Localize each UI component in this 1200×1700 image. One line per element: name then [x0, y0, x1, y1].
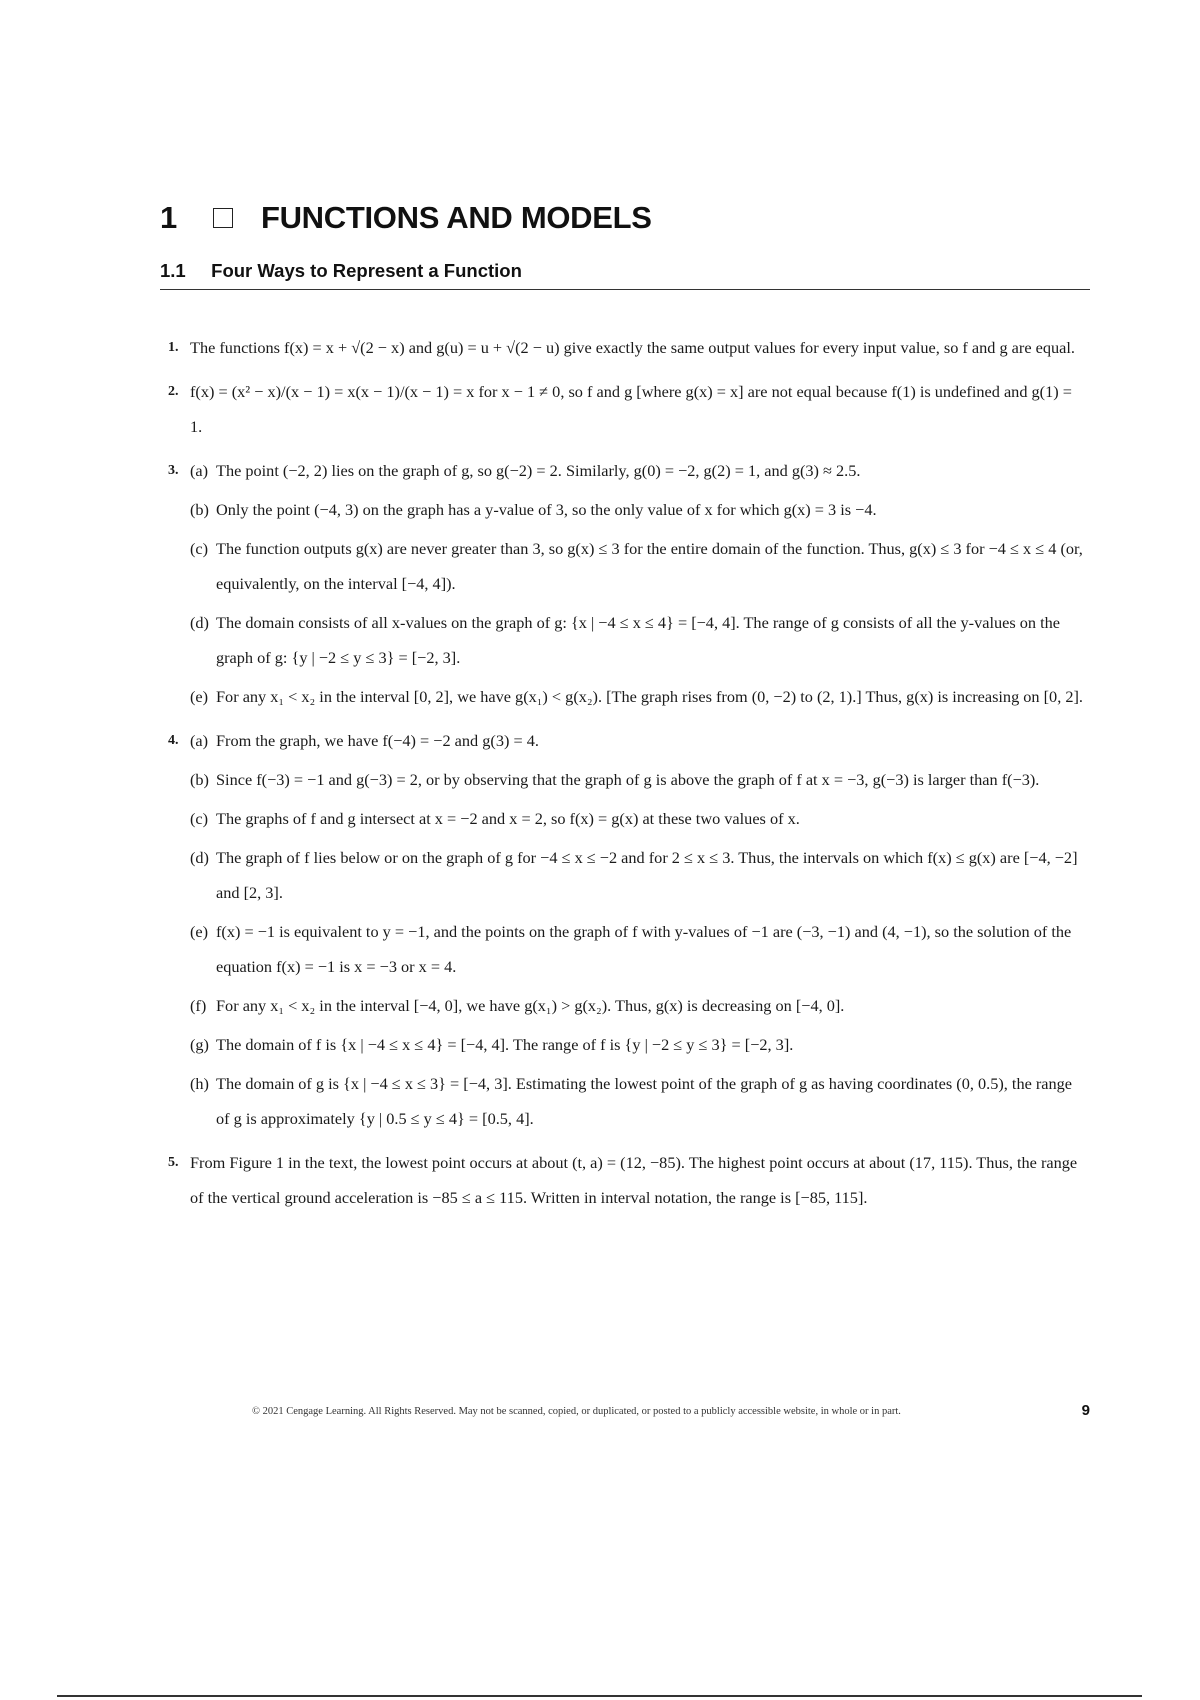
part-text: The graphs of f and g intersect at x = −2 and x = 2, so f(x) = g(x) at these two values of x.: [216, 809, 800, 828]
problem-part: [190, 762, 1088, 797]
part-label: (d): [190, 613, 209, 632]
problem-4: [168, 723, 1088, 1136]
problem-2: [168, 374, 1088, 444]
problem-number: 3.: [168, 463, 179, 478]
problem-text: The functions f(x) = x + √(2 − x) and g(u) = u + √(2 − u) give exactly the same output values for every input value, so f and g are equal.: [190, 338, 1075, 357]
part-label: (b): [190, 770, 209, 789]
problem-number: 1.: [168, 340, 179, 355]
part-text: From the graph, we have f(−4) = −2 and g(3) = 4.: [216, 731, 539, 750]
part-label: (a): [190, 461, 209, 480]
part-label: (a): [190, 731, 209, 750]
part-text: Only the point (−4, 3) on the graph has a y-value of 3, so the only value of x for which g(x) = 3 is −4.: [216, 500, 877, 519]
section-title: Four Ways to Represent a Function: [211, 260, 522, 281]
part-text: Since f(−3) = −1 and g(−3) = 2, or by observing that the graph of g is above the graph of f at x = −3, g(−3) is larger than f(−3).: [216, 770, 1040, 789]
copyright-notice: © 2021 Cengage Learning. All Rights Reserved. May not be scanned, copied, or duplicated, or posted to a publicly accessible website, in whole or in part.: [252, 1406, 901, 1417]
bottom-divider: [57, 1695, 1142, 1697]
solutions-content: [168, 330, 1088, 1224]
problem-1: [168, 330, 1088, 365]
part-text: The domain consists of all x-values on the graph of g: {x | −4 ≤ x ≤ 4} = [−4, 4]. The range of g consists of all the y-values on the graph of g: {y | −2 ≤ y ≤ 3} = [−2, 3].: [216, 613, 1060, 667]
section-heading: [160, 260, 1090, 290]
problem-text: f(x) = (x² − x)/(x − 1) = x(x − 1)/(x − 1) = x for x − 1 ≠ 0, so f and g [where g(x) = x] are not equal because f(1) is undefined and g(1) = 1.: [190, 382, 1072, 436]
problem-part: [190, 531, 1088, 601]
problem-part: [190, 914, 1088, 984]
section-number: 1.1: [160, 260, 186, 281]
chapter-heading: [160, 200, 1090, 236]
part-text: f(x) = −1 is equivalent to y = −1, and the points on the graph of f with y-values of −1 are (−3, −1) and (4, −1), so the solution of the equation f(x) = −1 is x = −3 or x = 4.: [216, 922, 1072, 976]
part-label: (e): [190, 687, 209, 706]
problem-part: [190, 453, 1088, 488]
part-label: (f): [190, 996, 207, 1015]
part-label: (e): [190, 922, 209, 941]
problem-part: [190, 679, 1088, 714]
part-label: (g): [190, 1035, 209, 1054]
part-label: (b): [190, 500, 209, 519]
page-header: [160, 200, 1090, 290]
page-footer: [160, 1402, 1090, 1426]
problem-part: [190, 605, 1088, 675]
problem-3: [168, 453, 1088, 714]
problem-5: [168, 1145, 1088, 1215]
square-icon: [213, 208, 233, 228]
problem-number: 4.: [168, 733, 179, 748]
problem-part: [190, 492, 1088, 527]
part-text: The domain of f is {x | −4 ≤ x ≤ 4} = [−4, 4]. The range of f is {y | −2 ≤ y ≤ 3} = [−2, 3].: [216, 1035, 794, 1054]
page-number: 9: [1081, 1402, 1090, 1419]
problem-part: [190, 840, 1088, 910]
problem-part: [190, 988, 1088, 1023]
part-label: (h): [190, 1074, 209, 1093]
part-text: The domain of g is {x | −4 ≤ x ≤ 3} = [−4, 3]. Estimating the lowest point of the graph of g as having coordinates (0, 0.5), the range of g is approximately {y | 0.5 ≤ y ≤ 4} = [0.5, 4].: [216, 1074, 1073, 1128]
part-text: The point (−2, 2) lies on the graph of g, so g(−2) = 2. Similarly, g(0) = −2, g(2) = 1, and g(3) ≈ 2.5.: [216, 461, 861, 480]
problem-part: [190, 1066, 1088, 1136]
problem-part: [190, 801, 1088, 836]
part-label: (c): [190, 809, 209, 828]
part-text: The function outputs g(x) are never greater than 3, so g(x) ≤ 3 for the entire domain of the function. Thus, g(x) ≤ 3 for −4 ≤ x ≤ 4 (or, equivalently, on the interval [−4, 4]).: [216, 539, 1083, 593]
problem-text: From Figure 1 in the text, the lowest point occurs at about (t, a) = (12, −85). The highest point occurs at about (17, 115). Thus, the range of the vertical ground acceleration is −85 ≤ a ≤ 115. Written in interval notation, the range is [−85, 115].: [190, 1153, 1078, 1207]
part-label: (d): [190, 848, 209, 867]
chapter-number: 1: [160, 200, 177, 235]
part-text: For any x₁ < x₂ in the interval [−4, 0], we have g(x₁) > g(x₂). Thus, g(x) is decreasing on [−4, 0].: [216, 996, 845, 1015]
part-text: The graph of f lies below or on the graph of g for −4 ≤ x ≤ −2 and for 2 ≤ x ≤ 3. Thus, the intervals on which f(x) ≤ g(x) are [−4, −2] and [2, 3].: [216, 848, 1078, 902]
part-text: For any x₁ < x₂ in the interval [0, 2], we have g(x₁) < g(x₂). [The graph rises from (0, −2) to (2, 1).] Thus, g(x) is increasing on [0, 2].: [216, 687, 1083, 706]
problem-number: 5.: [168, 1155, 179, 1170]
problem-part: [190, 1027, 1088, 1062]
chapter-title: FUNCTIONS AND MODELS: [260, 200, 652, 235]
part-label: (c): [190, 539, 209, 558]
problem-part: [190, 723, 1088, 758]
problem-number: 2.: [168, 384, 179, 399]
